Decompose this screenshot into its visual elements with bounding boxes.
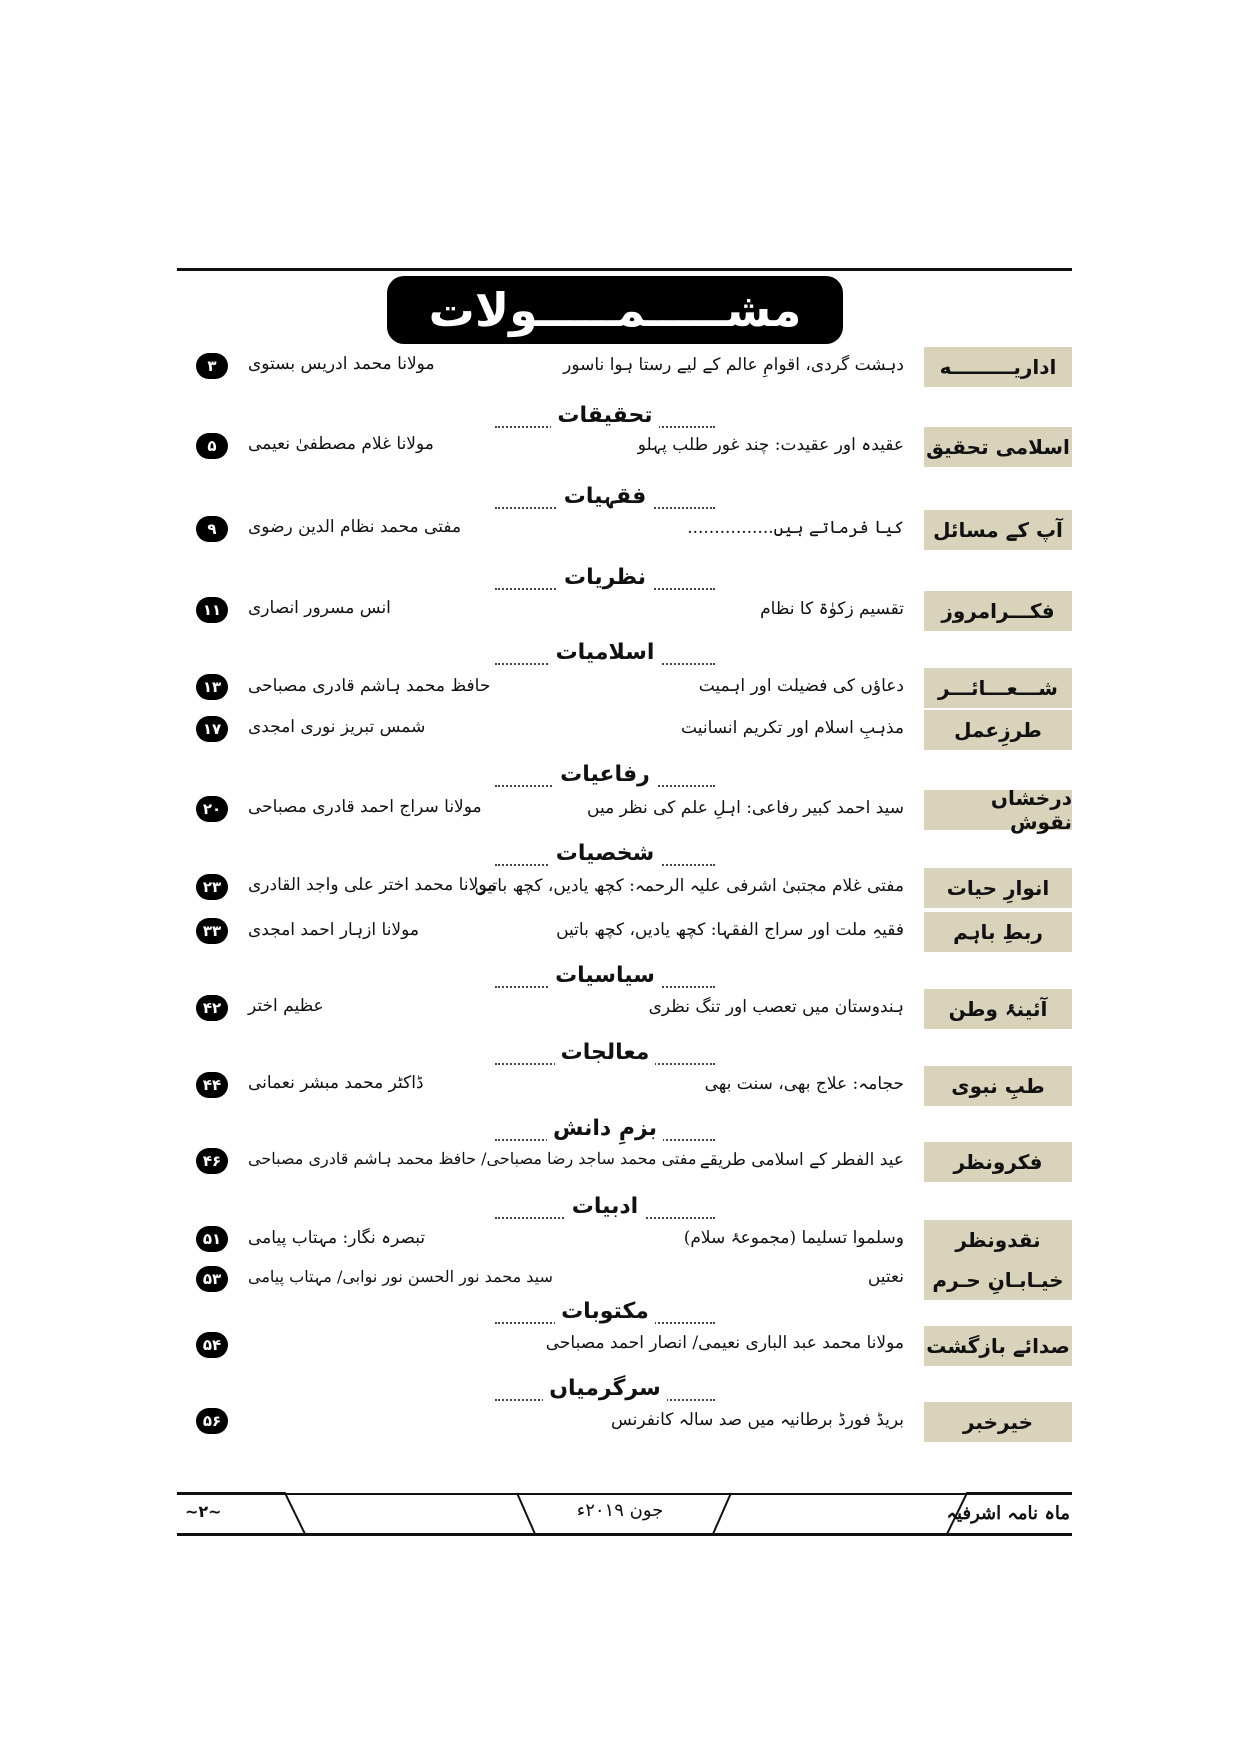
entry-author: مولانا محمد ادریس بستوی — [248, 354, 435, 374]
entry-article-title: دہشت گردی، اقوامِ عالم کے لیے رستا ہوا ناسور — [563, 355, 904, 375]
contents-entry — [0, 708, 1240, 752]
footer-page-number: ~۲~ — [185, 1502, 222, 1521]
entry-page-number: ۴۶ — [196, 1148, 228, 1174]
entry-category: اداریـــــــــه — [924, 347, 1072, 387]
entry-page-number: ۹ — [196, 516, 228, 542]
entry-category: خیـابـانِ حـرم — [924, 1260, 1072, 1300]
entry-category: اسلامی تحقیق — [924, 427, 1072, 467]
entry-page-number: ۵۴ — [196, 1332, 228, 1358]
section-name: تحقیقات — [551, 403, 658, 428]
entry-article-title: حجامہ: علاج بھی، سنت بھی — [704, 1074, 904, 1094]
entry-page-number: ۵۶ — [196, 1408, 228, 1434]
entry-article-title: سید احمد کبیر رفاعی: اہلِ علم کی نظر میں — [587, 798, 904, 818]
top-rule — [177, 268, 1072, 271]
entry-category: فکـــرامروز — [924, 591, 1072, 631]
entry-page-number: ۲۳ — [196, 874, 228, 900]
section-name: فقہیات — [558, 484, 652, 509]
entry-category: خیرخبر — [924, 1402, 1072, 1442]
contents-entry — [0, 1140, 1240, 1184]
section-name: بزمِ دانش — [547, 1116, 663, 1141]
entry-author: سید محمد نور الحسن نور نوابی/ مہتاب پیامی — [248, 1267, 553, 1286]
entry-author: مفتی محمد نظام الدین رضوی — [248, 517, 462, 537]
entry-page-number: ۵ — [196, 433, 228, 459]
entry-article-title: ہندوستان میں تعصب اور تنگ نظری — [648, 997, 904, 1017]
entry-author: ڈاکٹر محمد مبشر نعمانی — [248, 1073, 424, 1093]
entry-page-number: ۱۷ — [196, 716, 228, 742]
footer-rule-bottom — [177, 1533, 1072, 1536]
entry-article-title: دعاؤں کی فضیلت اور اہمیت — [698, 676, 904, 696]
entry-article-title: کیا فرماتے ہیں................ — [687, 518, 904, 538]
entry-author: انس مسرور انصاری — [248, 598, 391, 618]
contents-entry — [0, 910, 1240, 954]
contents-title-box — [390, 279, 840, 341]
section-name: مکتوبات — [555, 1299, 655, 1324]
entry-article-title: مذہبِ اسلام اور تکریم انسانیت — [681, 718, 904, 738]
contents-entry — [0, 666, 1240, 710]
entry-category: آپ کے مسائل — [924, 510, 1072, 550]
entry-category: نقدونظر — [924, 1220, 1072, 1260]
entry-page-number: ۴۴ — [196, 1072, 228, 1098]
section-name: رفاعیات — [554, 762, 656, 787]
entry-article-title: عید الفطر کے اسلامی طریقے — [699, 1150, 904, 1170]
entry-author: حافظ محمد ہاشم قادری مصباحی — [248, 676, 491, 696]
footer-magazine-name: ماہ نامہ اشرفیہ — [946, 1503, 1070, 1524]
entry-page-number: ۱۱ — [196, 597, 228, 623]
contents-entry — [0, 866, 1240, 910]
entry-article-title: مفتی غلام مجتبیٰ اشرفی علیہ الرحمہ: کچھ یادیں، کچھ باتیں — [474, 876, 904, 896]
section-name: اسلامیات — [550, 640, 661, 665]
entry-page-number: ۵۱ — [196, 1226, 228, 1252]
entry-category: درخشاں نقوش — [924, 790, 1072, 830]
entry-category: صدائے بازگشت — [924, 1326, 1072, 1366]
entry-category: انوارِ حیات — [924, 868, 1072, 908]
contents-title: مشـــــمـــــولات — [428, 283, 802, 337]
entry-article-title: مولانا محمد عبد الباری نعیمی/ انصار احمد مصباحی — [545, 1333, 904, 1353]
contents-entry — [0, 1218, 1240, 1262]
entry-article-title: وسلموا تسلیما (مجموعۂ سلام) — [683, 1228, 904, 1248]
entry-author: مولانا غلام مصطفیٰ نعیمی — [248, 434, 434, 454]
entry-author: مفتی محمد ساجد رضا مصباحی/ حافظ محمد ہاشم قادری مصباحی — [248, 1149, 697, 1168]
entry-author: مولانا سراج احمد قادری مصباحی — [248, 797, 482, 817]
entry-page-number: ۵۳ — [196, 1266, 228, 1292]
entry-category: طرزِعمل — [924, 710, 1072, 750]
contents-entry — [0, 1324, 1240, 1368]
contents-entry — [0, 987, 1240, 1031]
section-name: سرگرمیاں — [543, 1376, 666, 1401]
entry-page-number: ۳ — [196, 353, 228, 379]
contents-entry — [0, 788, 1240, 832]
entry-article-title: تقسیم زکوٰۃ کا نظام — [760, 599, 904, 619]
section-name: ادبیات — [566, 1194, 644, 1219]
contents-entry — [0, 589, 1240, 633]
contents-entry — [0, 1400, 1240, 1444]
entry-page-number: ۱۳ — [196, 674, 228, 700]
entry-author: مولانا محمد اختر علی واجد القادری — [248, 875, 497, 895]
entry-category: ربطِ باہم — [924, 912, 1072, 952]
entry-author: تبصرہ نگار: مہتاب پیامی — [248, 1228, 426, 1248]
entry-category: آئینۂ وطن — [924, 989, 1072, 1029]
entry-article-title: نعتیں — [867, 1267, 904, 1287]
entry-page-number: ۳۳ — [196, 918, 228, 944]
entry-category: فکرونظر — [924, 1142, 1072, 1182]
section-name: سیاسیات — [549, 963, 661, 988]
entry-author: عظیم اختر — [248, 996, 324, 1016]
entry-category: شـــعـــائـــر — [924, 668, 1072, 708]
section-name: شخصیات — [550, 841, 661, 866]
entry-author: مولانا ازہار احمد امجدی — [248, 920, 420, 940]
footer-issue-date: جون ۲۰۱۹ء — [576, 1500, 664, 1521]
entry-article-title: فقیہِ ملت اور سراج الفقہا: کچھ یادیں، کچھ باتیں — [556, 920, 904, 940]
contents-entry — [0, 508, 1240, 552]
entry-article-title: عقیدہ اور عقیدت: چند غور طلب پہلو — [637, 435, 904, 455]
contents-entry — [0, 1064, 1240, 1108]
section-name: نظریات — [558, 565, 652, 590]
contents-entry — [0, 345, 1240, 389]
contents-entry — [0, 425, 1240, 469]
entry-page-number: ۴۲ — [196, 995, 228, 1021]
footer-rule-top — [177, 1493, 1072, 1495]
entry-article-title: بریڈ فورڈ برطانیہ میں صد سالہ کانفرنس — [610, 1410, 904, 1430]
entry-author: شمس تبریز نوری امجدی — [248, 717, 426, 737]
entry-category: طبِ نبوی — [924, 1066, 1072, 1106]
contents-entry — [0, 1258, 1240, 1302]
section-name: معالجات — [555, 1040, 656, 1065]
entry-page-number: ۲۰ — [196, 796, 228, 822]
